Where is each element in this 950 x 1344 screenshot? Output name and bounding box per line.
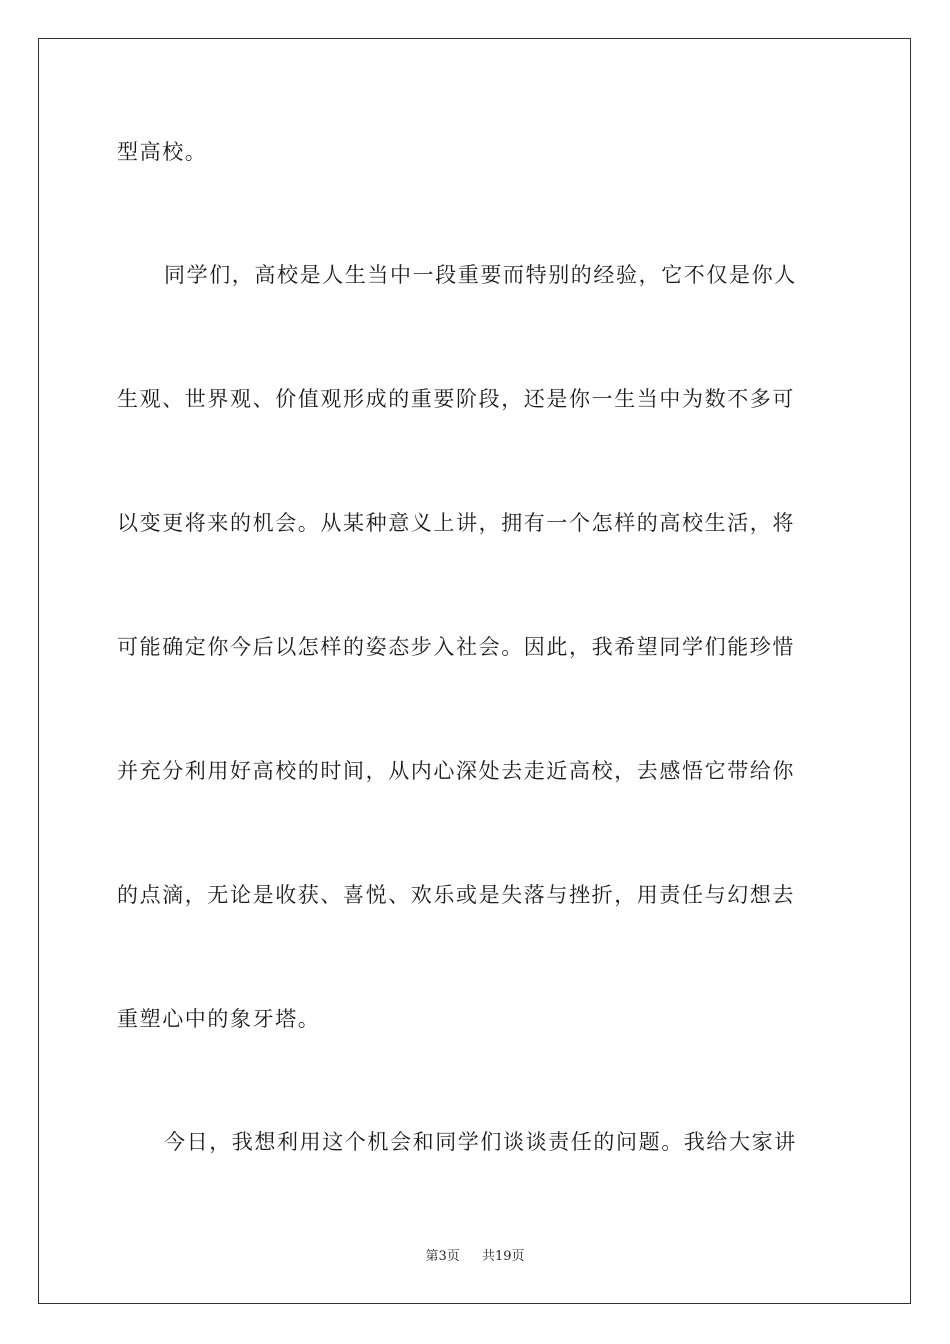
text-line-6: 并充分利用好高校的时间，从内心深处去走近高校，去感悟它带给你 — [117, 759, 795, 783]
text-line-9: 今日，我想利用这个机会和同学们谈谈责任的问题。我给大家讲 — [164, 1130, 797, 1154]
text-line-8: 重塑心中的象牙塔。 — [117, 1007, 321, 1031]
text-line-4: 以变更将来的机会。从某种意义上讲，拥有一个怎样的高校生活，将 — [117, 511, 795, 535]
total-pages: 共19页 — [482, 1249, 525, 1264]
page-number: 第3页 — [425, 1249, 460, 1264]
text-line-3: 生观、世界观、价值观形成的重要阶段，还是你一生当中为数不多可 — [117, 387, 795, 411]
page-border — [38, 38, 911, 1304]
text-line-1: 型高校。 — [117, 140, 208, 164]
text-line-2: 同学们，高校是人生当中一段重要而特别的经验，它不仅是你人 — [164, 263, 797, 287]
text-line-7: 的点滴，无论是收获、喜悦、欢乐或是失落与挫折，用责任与幻想去 — [117, 883, 795, 907]
page-footer — [0, 1249, 950, 1265]
text-line-5: 可能确定你今后以怎样的姿态步入社会。因此，我希望同学们能珍惜 — [117, 635, 795, 659]
